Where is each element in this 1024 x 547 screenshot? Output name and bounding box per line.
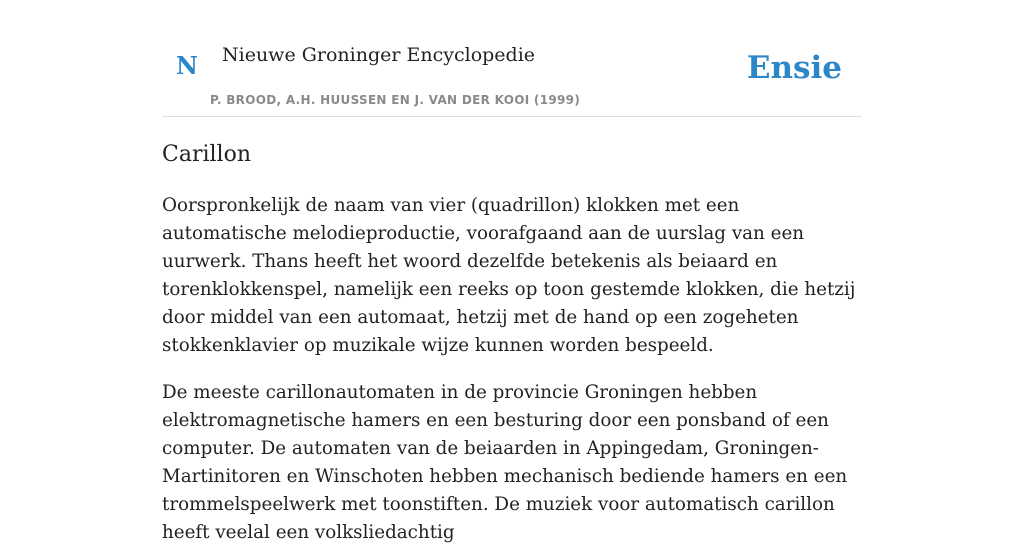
book-authors: P. BROOD, A.H. HUUSSEN EN J. VAN DER KOOI (1999)	[210, 93, 581, 107]
book-logo[interactable]: N	[176, 51, 198, 80]
article-paragraph: Oorspronkelijk de naam van vier (quadrillon) klokken met een automatische melodieproductie, voorafgaand aan de uurslag van een uurwerk. Thans heeft het woord dezelfde betekenis als beiaard en torenklokkenspel, namelijk een reeks op toon gestemde klokken, die hetzij door middel van een automaat, hetzij met de hand op een zogeheten stokkenklavier op muzikale wijze kunnen worden bespeeld.	[162, 195, 856, 356]
book-title-link[interactable]: Nieuwe Groninger Encyclopedie	[222, 44, 536, 66]
article	[162, 140, 862, 547]
article-title: Carillon	[162, 142, 251, 167]
article-paragraph: De meeste carillonautomaten in de provincie Groningen hebben elektromagnetische hamers en een besturing door een ponsband of een computer. De automaten van de beiaarden in Appingedam, Groningen-Martinitoren en Winschoten hebben mechanisch bediende hamers en een trommelspeelwerk met toonstiften. De muziek voor automatisch carillon heeft veelal een volksliedachtig	[162, 382, 848, 543]
book-header	[162, 0, 862, 117]
ensie-logo-link[interactable]: Ensie	[746, 50, 842, 86]
